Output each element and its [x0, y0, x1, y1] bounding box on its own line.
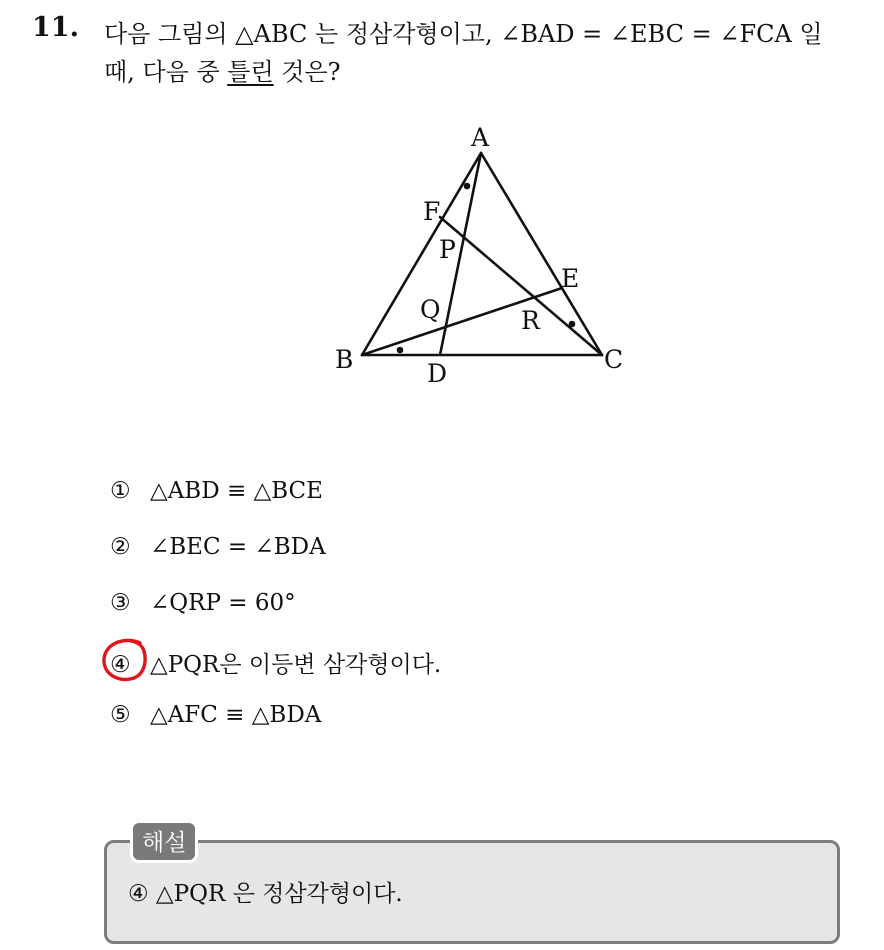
choice-1-number: ① [110, 478, 131, 504]
question-number: 11. [32, 12, 79, 43]
question-text-prefix: 때, 다음 중 [104, 58, 228, 86]
label-r: R [521, 306, 540, 335]
choice-3-text: ∠QRP = 60° [150, 590, 296, 616]
choice-1-text: △ABD ≡ △BCE [150, 478, 323, 504]
choice-2[interactable] [110, 534, 326, 560]
angle-mark-bad [464, 183, 471, 190]
solution-tag: 해설 [130, 820, 198, 863]
choice-4[interactable] [110, 646, 441, 679]
choice-5-number: ⑤ [110, 702, 131, 728]
question-text-suffix: 것은? [273, 58, 341, 86]
label-e: E [561, 264, 580, 293]
choice-3-number: ③ [110, 590, 131, 616]
choice-4-text: △PQR은 이등변 삼각형이다. [150, 652, 442, 678]
question-keyword-underlined: 틀린 [227, 58, 274, 86]
choice-2-number: ② [110, 534, 131, 560]
choice-1[interactable] [110, 478, 323, 504]
label-f: F [423, 197, 441, 226]
label-a: A [471, 123, 490, 152]
choice-3[interactable] [110, 590, 296, 616]
label-c: C [604, 345, 624, 374]
choice-5-text: △AFC ≡ △BDA [150, 702, 322, 728]
side-ab [362, 153, 481, 355]
triangle-diagram [320, 118, 640, 393]
choice-2-text: ∠BEC = ∠BDA [150, 534, 326, 560]
angle-mark-fca [569, 321, 576, 328]
answer-mark-circle [100, 637, 150, 685]
choice-5[interactable] [110, 702, 321, 728]
question-text-line2 [104, 52, 341, 87]
solution-text: ④ △PQR 은 정삼각형이다. [128, 881, 403, 907]
label-b: B [335, 345, 354, 374]
side-ac [481, 153, 602, 355]
label-q: Q [420, 295, 441, 324]
question-text-line1: 다음 그림의 △ABC 는 정삼각형이고, ∠BAD = ∠EBC = ∠FCA 일 [104, 20, 823, 48]
label-d: D [427, 359, 448, 388]
choice-4-number: ④ [110, 652, 131, 678]
label-p: P [439, 235, 456, 264]
triangle-figure [320, 118, 640, 393]
angle-mark-ebc [397, 347, 404, 354]
